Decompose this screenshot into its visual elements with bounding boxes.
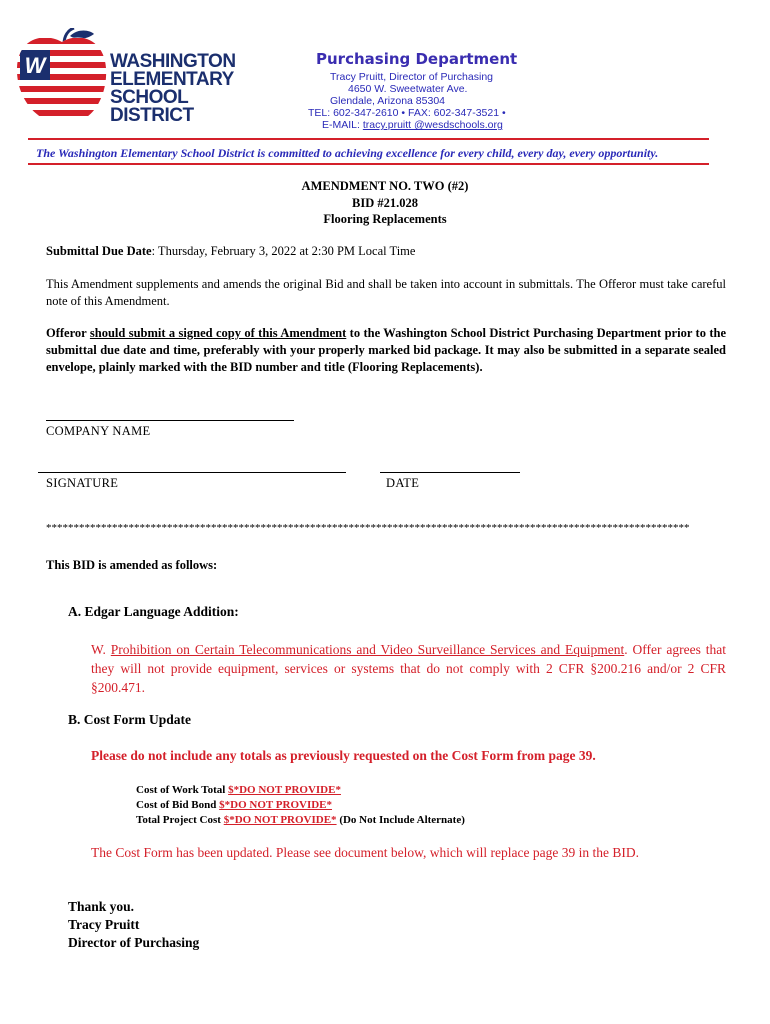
cost-line-label: Total Project Cost xyxy=(136,814,224,826)
section-a-link[interactable]: Prohibition on Certain Telecommunications and Video Surveillance Services and Equipment xyxy=(110,642,625,657)
date-label: DATE xyxy=(386,476,420,490)
cost-line-label: Cost of Work Total xyxy=(136,784,229,796)
apple-icon xyxy=(14,28,110,126)
instruction-part-1: Offeror xyxy=(46,326,90,340)
address-line-1: 4650 W. Sweetwater Ave. xyxy=(348,83,468,95)
signature-label: SIGNATURE xyxy=(46,476,119,490)
bid-subject: Flooring Replacements xyxy=(323,212,447,226)
due-value: : Thursday, February 3, 2022 at 2:30 PM Local Time xyxy=(151,244,416,258)
header-rule-top xyxy=(28,138,709,140)
separator-line: ********************************************************************************************************************* xyxy=(46,522,690,534)
logo-line-4: DISTRICT xyxy=(110,105,194,126)
amendment-number: AMENDMENT NO. TWO (#2) xyxy=(301,179,469,193)
svg-text:W: W xyxy=(24,53,46,78)
company-name-line[interactable] xyxy=(46,420,294,421)
intro-paragraph: This Amendment supplements and amends the original Bid and shall be taken into account in submittals. The Offeror must take careful note of this Amendment. xyxy=(46,277,726,308)
phone-fax: TEL: 602-347-2610 • FAX: 602-347-3521 • xyxy=(308,107,506,119)
instruction-emphasis: should submit a signed copy of this Amendment xyxy=(89,326,347,340)
section-a-prefix: W. xyxy=(91,642,111,657)
mission-statement: The Washington Elementary School District is committed to achieving excellence for every child, every day, every opportunity. xyxy=(36,146,659,160)
email-label: E-MAIL: xyxy=(322,119,363,131)
closing-title: Director of Purchasing xyxy=(68,935,200,950)
header-rule-bottom xyxy=(28,163,709,165)
submittal-due-date xyxy=(46,243,726,260)
due-label: Submittal Due Date xyxy=(46,244,152,258)
signature-line[interactable] xyxy=(38,472,346,473)
cost-form-update-note: The Cost Form has been updated. Please see document below, which will replace page 39 in the BID. xyxy=(91,845,639,860)
email-link[interactable]: tracy.pruitt @wesdschools.org xyxy=(362,119,503,131)
cost-line-suffix: (Do Not Include Alternate) xyxy=(336,814,465,826)
cost-line-value: $*DO NOT PROVIDE* xyxy=(228,784,341,796)
logo-line-3: SCHOOL xyxy=(110,87,189,108)
closing-thanks: Thank you. xyxy=(68,899,135,914)
logo-line-2: ELEMENTARY xyxy=(110,69,234,90)
instruction-paragraph xyxy=(46,325,726,376)
email-line xyxy=(322,119,503,131)
district-logo xyxy=(14,28,236,126)
contact-name: Tracy Pruitt, Director of Purchasing xyxy=(330,71,493,83)
cost-line-work-total xyxy=(136,784,341,796)
cost-line-value: $*DO NOT PROVIDE* xyxy=(223,814,337,826)
instruction-part-3: to the Washington School District Purchasing Department prior to the submittal due date and time, preferably with your properly marked bid package. It may also be submitted in a separate sealed envelope, plainly marked with the BID number and title (Flooring Replacements). xyxy=(46,326,726,374)
address-line-2: Glendale, Arizona 85304 xyxy=(330,95,446,107)
section-a-body xyxy=(91,640,726,697)
section-a-heading: A. Edgar Language Addition: xyxy=(68,604,239,619)
closing-name: Tracy Pruitt xyxy=(68,917,140,932)
amended-intro: This BID is amended as follows: xyxy=(46,558,218,572)
department-title: Purchasing Department xyxy=(316,50,518,68)
section-a-text: . Offer agrees that they will not provide equipment, services or systems that do not comply with 2 CFR §200.216 and/or 2 CFR §200.471. xyxy=(91,642,726,695)
company-name-label: COMPANY NAME xyxy=(46,424,151,438)
cost-form-notice: Please do not include any totals as previously requested on the Cost Form from page 39. xyxy=(91,748,596,763)
bid-number: BID #21.028 xyxy=(352,196,418,210)
cost-line-value: $*DO NOT PROVIDE* xyxy=(219,799,333,811)
logo-line-1: WASHINGTON xyxy=(110,51,236,72)
date-line[interactable] xyxy=(380,472,520,473)
cost-line-total-project xyxy=(136,814,465,826)
cost-line-label: Cost of Bid Bond xyxy=(136,799,220,811)
section-b-heading: B. Cost Form Update xyxy=(68,712,191,727)
cost-line-bid-bond xyxy=(136,799,332,811)
